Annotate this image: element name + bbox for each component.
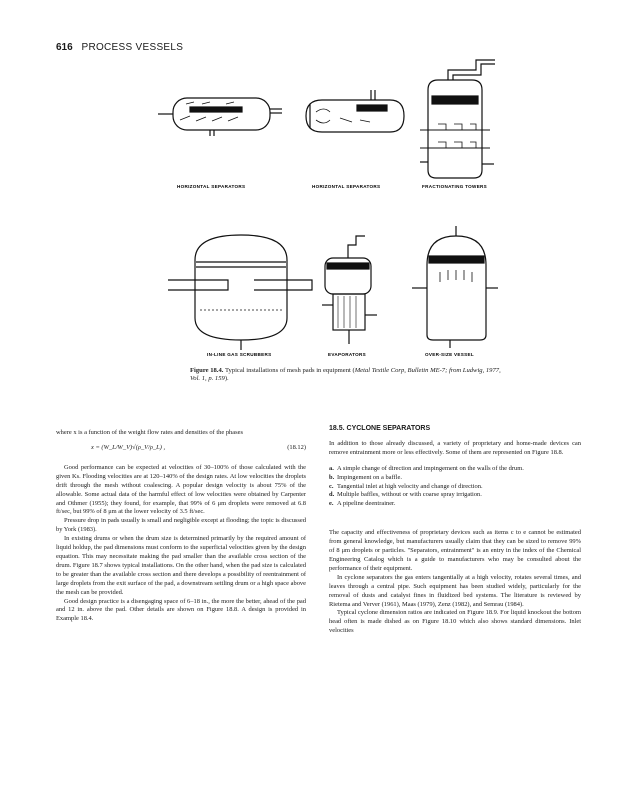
label-oversize-vessel: OVER-SIZE VESSEL xyxy=(425,352,474,357)
label-horizontal-separators-1: HORIZONTAL SEPARATORS xyxy=(177,184,246,189)
page-number: 616 xyxy=(56,42,73,53)
left-column xyxy=(56,429,306,624)
paragraph: Typical cyclone dimension ratios are indicated on Figure 18.9. For liquid knockout the bottom head often is made dished as on Figure 18.10 which also shows standard dimensions. Inlet velocities xyxy=(329,609,581,635)
equation-number: (18.12) xyxy=(287,443,306,451)
paragraph: Pressure drop in pads usually is small and negligible except at flooding; the topic is discussed by York (1983). xyxy=(56,517,306,534)
paragraph: Good design practice is a disengaging space of 6–18 in., the more the better, ahead of the pad and 12 in. above the pad. Other details are shown on Figure 18.8. A design is provided in Example 18.4. xyxy=(56,597,306,623)
equation-expression: x = (W_L/W_V)√(ρ_V/ρ_L) , xyxy=(91,443,166,451)
running-section-title: PROCESS VESSELS xyxy=(81,42,184,53)
list-item: d. Multiple baffles, without or with coarse spray irrigation. xyxy=(329,491,482,499)
caption-label: Figure 18.4. xyxy=(190,367,224,374)
list-item: a. A simple change of direction and impingement on the walls of the drum. xyxy=(329,464,524,472)
paragraph: In cyclone separators the gas enters tangentially at a high velocity, rotates several times, and leaves through a central pipe. Such equipment has been studied widely, particularly for the removal of dusts and catalyst fines in fluidized bed systems. The literature is reviewed by Rietema and Verver (1961), Maas (1979), Zenz (1982), and Semrau (1984). xyxy=(329,573,581,608)
device-list xyxy=(329,465,581,510)
paragraph: In existing drums or when the drum size is determined primarily by the required amount of liquid holdup, the pad dimensions must conform to the superficial velocities given by the design equation. This may necessitate making the pad smaller than the available cross section of the drum. Figure 18.7 shows typical installations. On the other hand, when the pad size is calculated to be greater than the available cross section and there develops a possibility of reentrainment of large droplets from the exit surface of the pad, a downstream settling drum or a high space above the mesh can be provided. xyxy=(56,535,306,596)
caption-source: Metal Textile Corp, Bulletin ME-7; from Ludwig, 1977, Vol. 1, p. 159 xyxy=(190,367,501,383)
equation-18-12 xyxy=(56,438,306,458)
oversize-vessel-drawing xyxy=(412,226,498,348)
label-inline-gas-scrubbers: IN-LINE GAS SCRUBBERS xyxy=(207,352,272,357)
evaporator-drawing xyxy=(322,236,377,344)
right-column xyxy=(329,425,581,636)
label-horizontal-separators-2: HORIZONTAL SEPARATORS xyxy=(312,184,381,189)
horizontal-separator-1-drawing xyxy=(158,98,282,136)
label-fractionating-towers: FRACTIONATING TOWERS xyxy=(422,184,488,189)
paragraph: The capacity and effectiveness of proprietary devices such as items c to e cannot be estimated from general knowledge, but manufacturers usually claim that they can be sized to remove 99% of 8 μm droplets or particles. "Separators, entrainment" is an entry in the index of the Chemical Engineering Catalog which is a guide to manufacturers who may be consulted about the performance of their equipment. xyxy=(329,529,581,572)
section-heading: 18.5. CYCLONE SEPARATORS xyxy=(329,425,431,432)
label-evaporators: EVAPORATORS xyxy=(328,352,367,357)
horizontal-separator-2-drawing xyxy=(306,90,404,132)
paragraph: Good performance can be expected at velocities of 30–100% of those calculated with the given Ks. Flooding velocities are at 120–140% of the design rates. At low velocities the droplets drift through the mesh without coalescing. A popular design velocity is about 75% of the allowable. Some actual data of the harmful effect of low velocities were obtained by Carpenter and Othmer (1955); they found, for example, that 99% of 6 μm droplets were removed at 6.8 ft/sec, but 99% of 8 μm at the lower velocity of 3.5 ft/sec. xyxy=(56,463,306,516)
caption-end: ). xyxy=(224,375,229,383)
page-header xyxy=(56,42,183,53)
figure-caption xyxy=(190,367,510,383)
list-item: c. Tangential inlet at high velocity and change of direction. xyxy=(329,482,483,490)
inline-gas-scrubber-drawing xyxy=(168,235,312,350)
paragraph: In addition to those already discussed, a variety of proprietary and home-made devices can remove entrainment more or less effectively. Some of them are represented on Figure 18.8. xyxy=(329,439,581,456)
paragraph: where x is a function of the weight flow rates and densities of the phases xyxy=(56,429,243,436)
fractionating-tower-drawing xyxy=(420,60,495,178)
list-item: b. Impingement on a baffle. xyxy=(329,473,402,481)
caption-text: Typical installations of mesh pads in equipment ( xyxy=(224,367,355,374)
list-item: e. A pipeline deentrainer. xyxy=(329,500,396,508)
